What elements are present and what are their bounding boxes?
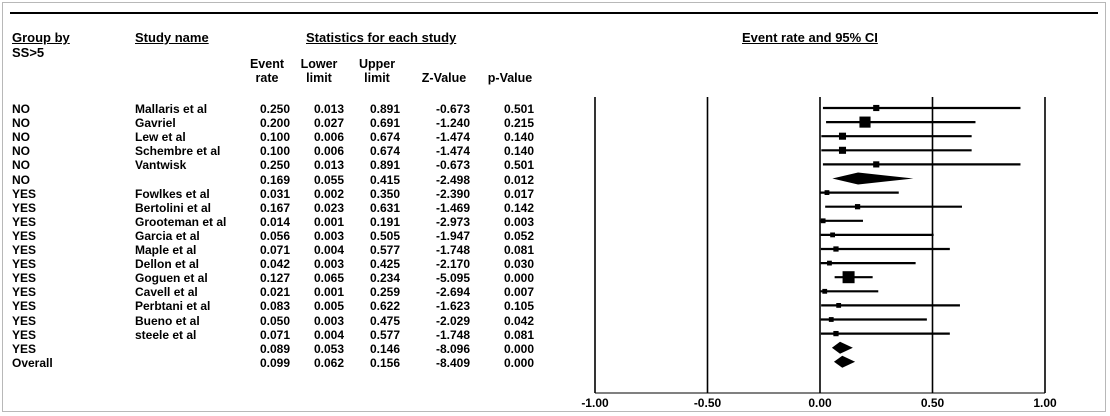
cell-upper: 0.631 bbox=[369, 200, 400, 215]
cell-study: Grooteman et al bbox=[135, 214, 227, 229]
point-marker bbox=[829, 317, 834, 322]
cell-z: -2.170 bbox=[435, 257, 470, 272]
cell-rate: 0.021 bbox=[259, 285, 290, 300]
cell-rate: 0.031 bbox=[259, 186, 290, 201]
cell-group: NO bbox=[12, 116, 30, 131]
cell-upper: 0.425 bbox=[369, 257, 400, 272]
point-marker bbox=[839, 147, 846, 154]
cell-z: -2.029 bbox=[435, 313, 470, 328]
cell-p: 0.000 bbox=[503, 271, 534, 286]
cell-rate: 0.100 bbox=[259, 144, 290, 159]
cell-group: YES bbox=[12, 341, 37, 356]
cell-study: Dellon et al bbox=[135, 257, 200, 272]
cell-rate: 0.071 bbox=[259, 327, 290, 342]
cell-group: YES bbox=[12, 200, 37, 215]
x-tick-label: -0.50 bbox=[693, 396, 722, 410]
group-sub-header: SS>5 bbox=[12, 45, 45, 60]
cell-p: 0.081 bbox=[503, 243, 534, 257]
point-marker bbox=[873, 161, 879, 167]
cell-upper: 0.146 bbox=[369, 341, 400, 356]
cell-lower: 0.023 bbox=[313, 200, 344, 215]
col-lower-line1: Lower bbox=[300, 57, 338, 71]
point-marker bbox=[833, 246, 838, 251]
cell-z: -1.474 bbox=[435, 144, 470, 159]
cell-study: Perbtani et al bbox=[135, 299, 211, 314]
point-marker bbox=[836, 303, 841, 308]
cell-study: Cavell et al bbox=[135, 285, 198, 300]
cell-p: 0.140 bbox=[503, 144, 534, 159]
col-event-line1: Event bbox=[249, 57, 285, 71]
cell-group: NO bbox=[12, 172, 30, 187]
point-marker bbox=[839, 133, 846, 140]
cell-rate: 0.014 bbox=[259, 214, 290, 229]
cell-upper: 0.415 bbox=[369, 172, 400, 187]
point-marker bbox=[859, 117, 870, 128]
cell-lower: 0.006 bbox=[313, 144, 344, 159]
cell-rate: 0.200 bbox=[259, 116, 290, 131]
cell-p: 0.501 bbox=[503, 102, 534, 116]
cell-z: -1.748 bbox=[435, 243, 470, 257]
cell-lower: 0.002 bbox=[313, 186, 344, 201]
plot-title-header: Event rate and 95% CI bbox=[742, 30, 878, 45]
cell-upper: 0.577 bbox=[369, 327, 400, 342]
cell-lower: 0.027 bbox=[313, 116, 344, 131]
cell-group: NO bbox=[12, 144, 30, 159]
cell-z: -1.240 bbox=[435, 116, 470, 131]
cell-p: 0.017 bbox=[503, 186, 534, 201]
cell-rate: 0.083 bbox=[259, 299, 290, 314]
point-marker bbox=[873, 105, 879, 111]
cell-p: 0.003 bbox=[503, 214, 534, 229]
cell-lower: 0.005 bbox=[313, 299, 344, 314]
x-tick-label: 0.00 bbox=[808, 396, 832, 410]
cell-upper: 0.691 bbox=[369, 116, 400, 131]
summary-diamond bbox=[832, 173, 913, 185]
cell-p: 0.142 bbox=[503, 200, 534, 215]
cell-rate: 0.100 bbox=[259, 130, 290, 145]
cell-upper: 0.622 bbox=[369, 299, 400, 314]
x-tick-label: -1.00 bbox=[581, 396, 609, 410]
cell-upper: 0.577 bbox=[369, 243, 400, 257]
x-tick-label: 1.00 bbox=[1033, 396, 1057, 410]
cell-upper: 0.505 bbox=[369, 228, 400, 243]
cell-group: YES bbox=[12, 313, 37, 328]
cell-lower: 0.003 bbox=[313, 257, 344, 272]
col-event-line2: rate bbox=[255, 71, 279, 85]
cell-upper: 0.674 bbox=[369, 130, 400, 145]
col-lower-line2: limit bbox=[306, 71, 332, 85]
cell-lower: 0.006 bbox=[313, 130, 344, 145]
point-marker bbox=[833, 331, 838, 336]
point-marker bbox=[830, 233, 835, 238]
cell-p: 0.007 bbox=[503, 285, 534, 300]
cell-lower: 0.003 bbox=[313, 228, 344, 243]
col-p-header: p-Value bbox=[487, 71, 533, 85]
cell-lower: 0.065 bbox=[313, 271, 344, 286]
cell-upper: 0.259 bbox=[369, 285, 400, 300]
cell-p: 0.030 bbox=[503, 257, 534, 272]
cell-group: NO bbox=[12, 102, 30, 116]
cell-rate: 0.169 bbox=[259, 172, 290, 187]
cell-rate: 0.050 bbox=[259, 313, 290, 328]
cell-p: 0.000 bbox=[503, 355, 534, 370]
cell-group: YES bbox=[12, 271, 37, 286]
cell-group: YES bbox=[12, 186, 37, 201]
cell-lower: 0.062 bbox=[313, 355, 344, 370]
cell-z: -1.469 bbox=[435, 200, 470, 215]
cell-study: Schembre et al bbox=[135, 144, 221, 159]
cell-upper: 0.234 bbox=[369, 271, 400, 286]
cell-z: -0.673 bbox=[435, 158, 470, 173]
cell-rate: 0.099 bbox=[259, 355, 290, 370]
cell-group: NO bbox=[12, 158, 30, 173]
cell-study: Maple et al bbox=[135, 243, 197, 257]
cell-z: -2.498 bbox=[435, 172, 470, 187]
cell-study: Gavriel bbox=[135, 116, 176, 131]
cell-p: 0.501 bbox=[503, 158, 534, 173]
cell-z: -1.474 bbox=[435, 130, 470, 145]
cell-z: -1.947 bbox=[435, 228, 470, 243]
cell-group: YES bbox=[12, 327, 37, 342]
point-marker bbox=[821, 218, 826, 223]
cell-lower: 0.013 bbox=[313, 158, 344, 173]
cell-group: YES bbox=[12, 299, 37, 314]
cell-group: YES bbox=[12, 243, 37, 257]
cell-z: -2.390 bbox=[435, 186, 470, 201]
cell-upper: 0.350 bbox=[369, 186, 400, 201]
group-by-header: Group by bbox=[12, 30, 70, 45]
cell-rate: 0.250 bbox=[259, 102, 290, 116]
cell-upper: 0.674 bbox=[369, 144, 400, 159]
cell-rate: 0.167 bbox=[259, 200, 290, 215]
cell-rate: 0.056 bbox=[259, 228, 290, 243]
cell-lower: 0.013 bbox=[313, 102, 344, 116]
cell-upper: 0.891 bbox=[369, 158, 400, 173]
cell-group: YES bbox=[12, 228, 37, 243]
cell-study: Lew et al bbox=[135, 130, 186, 145]
cell-study: Fowlkes et al bbox=[135, 186, 210, 201]
summary-diamond bbox=[834, 356, 855, 368]
cell-lower: 0.004 bbox=[313, 243, 344, 257]
cell-lower: 0.001 bbox=[313, 214, 344, 229]
cell-group: YES bbox=[12, 257, 37, 272]
cell-study: Goguen et al bbox=[135, 271, 208, 286]
cell-rate: 0.250 bbox=[259, 158, 290, 173]
cell-z: -1.623 bbox=[435, 299, 470, 314]
cell-z: -2.973 bbox=[435, 214, 470, 229]
cell-rate: 0.042 bbox=[259, 257, 290, 272]
cell-z: -5.095 bbox=[435, 271, 470, 286]
point-marker bbox=[822, 289, 827, 294]
cell-study: Garcia et al bbox=[135, 228, 200, 243]
cell-upper: 0.475 bbox=[369, 313, 400, 328]
col-upper-line2: limit bbox=[364, 71, 390, 85]
point-marker bbox=[855, 204, 860, 209]
study-name-header: Study name bbox=[135, 30, 209, 45]
cell-lower: 0.003 bbox=[313, 313, 344, 328]
x-tick-label: 0.50 bbox=[920, 396, 945, 410]
col-upper-line1: Upper bbox=[358, 57, 396, 71]
cell-study: steele et al bbox=[135, 327, 197, 342]
cell-study: Mallaris et al bbox=[135, 102, 208, 116]
cell-lower: 0.055 bbox=[313, 172, 344, 187]
cell-p: 0.081 bbox=[503, 327, 534, 342]
cell-rate: 0.127 bbox=[259, 271, 290, 286]
cell-lower: 0.001 bbox=[313, 285, 344, 300]
cell-rate: 0.089 bbox=[259, 341, 290, 356]
cell-group: YES bbox=[12, 285, 37, 300]
point-marker bbox=[843, 271, 855, 283]
cell-group: Overall bbox=[12, 355, 53, 370]
cell-p: 0.215 bbox=[503, 116, 534, 131]
cell-upper: 0.156 bbox=[369, 355, 400, 370]
cell-lower: 0.004 bbox=[313, 327, 344, 342]
point-marker bbox=[825, 190, 830, 195]
cell-study: Vantwisk bbox=[135, 158, 187, 173]
cell-z: -2.694 bbox=[435, 285, 470, 300]
summary-diamond bbox=[832, 342, 853, 354]
cell-study: Bertolini et al bbox=[135, 200, 212, 215]
cell-upper: 0.191 bbox=[369, 214, 400, 229]
cell-p: 0.042 bbox=[503, 313, 534, 328]
cell-group: YES bbox=[12, 214, 37, 229]
cell-upper: 0.891 bbox=[369, 102, 400, 116]
cell-z: -8.409 bbox=[435, 355, 470, 370]
cell-study: Bueno et al bbox=[135, 313, 200, 328]
col-z-header: Z-Value bbox=[421, 71, 467, 85]
cell-p: 0.140 bbox=[503, 130, 534, 145]
cell-group: NO bbox=[12, 130, 30, 145]
cell-z: -0.673 bbox=[435, 102, 470, 116]
stats-title-header: Statistics for each study bbox=[306, 30, 457, 45]
point-marker bbox=[827, 261, 832, 266]
cell-rate: 0.071 bbox=[259, 243, 290, 257]
cell-p: 0.105 bbox=[503, 299, 534, 314]
cell-z: -8.096 bbox=[435, 341, 470, 356]
cell-p: 0.000 bbox=[503, 341, 534, 356]
cell-p: 0.052 bbox=[503, 228, 534, 243]
cell-p: 0.012 bbox=[503, 172, 534, 187]
cell-lower: 0.053 bbox=[313, 341, 344, 356]
cell-z: -1.748 bbox=[435, 327, 470, 342]
